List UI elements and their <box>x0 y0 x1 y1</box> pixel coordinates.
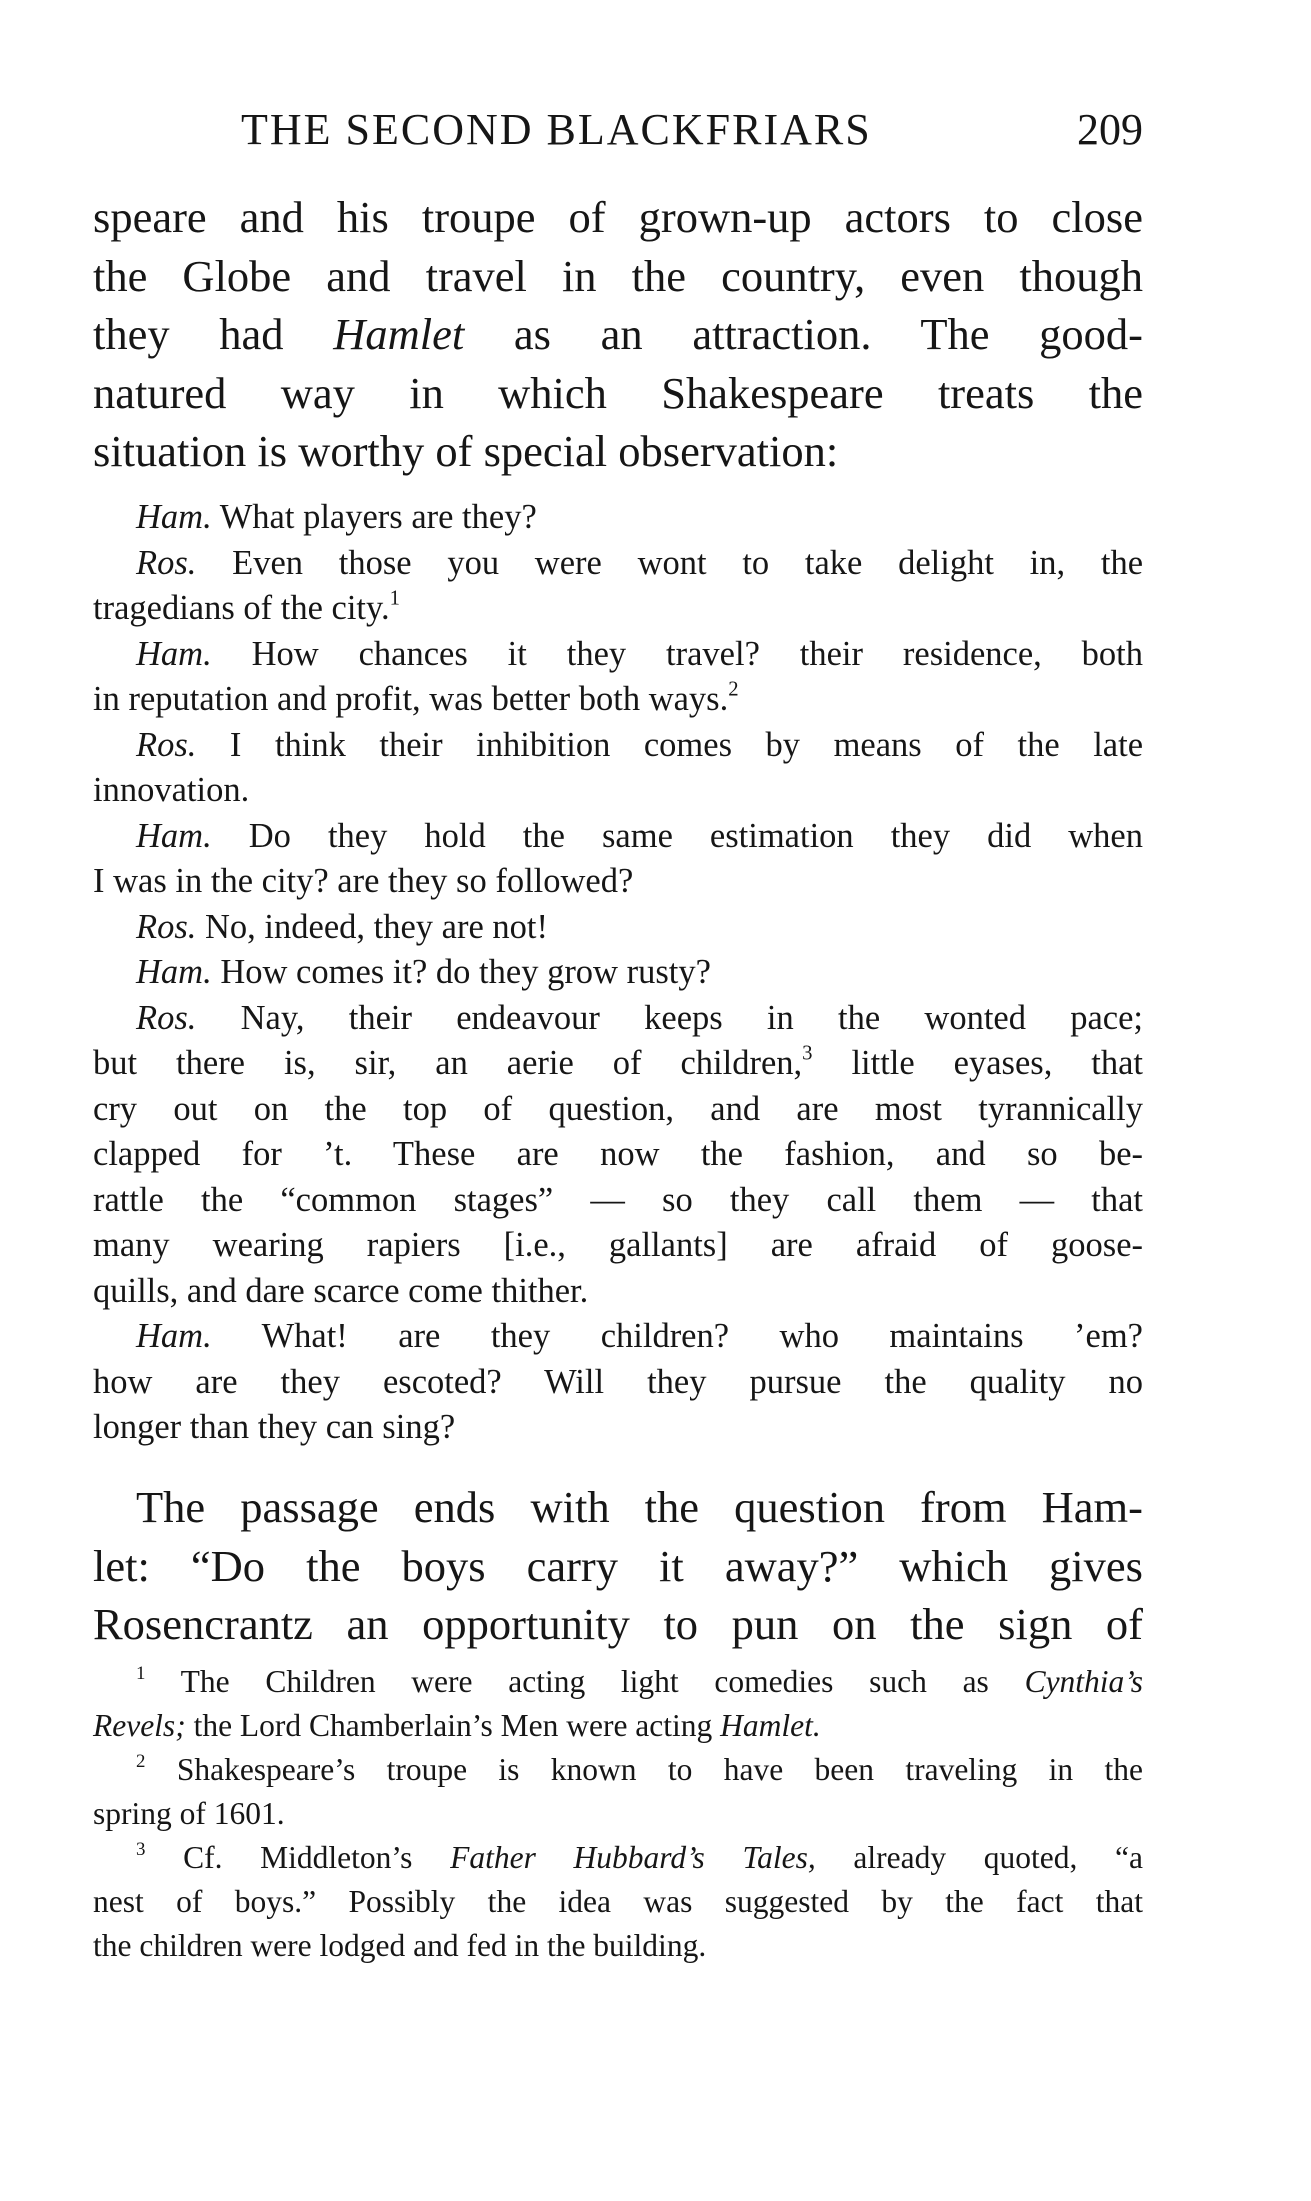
footnote-text: Shakespeare’s troupe is known to have been traveling in the <box>176 1752 1143 1787</box>
page-number: 209 <box>1077 105 1143 154</box>
speech: How chances it they travel? their residence, both <box>251 634 1144 673</box>
dialogue-line <box>93 1314 1143 1360</box>
footnote-1 <box>93 1660 1143 1704</box>
dialogue-line <box>93 950 1143 996</box>
text-line: situation is worthy of special observation: <box>93 426 839 476</box>
hamlet-quotation <box>93 495 1143 1451</box>
play-title: Hamlet <box>333 309 465 359</box>
dialogue-line <box>93 495 1143 541</box>
footnotes <box>93 1660 1143 1968</box>
closing-paragraph <box>93 1478 1143 1654</box>
footnote-text: Hamlet. <box>720 1708 821 1743</box>
footnote-text: Cynthia’s <box>1024 1664 1143 1699</box>
speaker: Ham. <box>136 1317 212 1355</box>
footnote-text: already quoted, “a <box>815 1840 1143 1875</box>
footnote-text: Cf. Middleton’s <box>183 1840 451 1875</box>
speech: How comes it? do they grow rusty? <box>220 953 711 991</box>
dialogue-line <box>93 996 1143 1042</box>
dialogue-line <box>93 905 1143 951</box>
footnote-ref: 2 <box>728 678 739 701</box>
speaker: Ham. <box>136 816 212 855</box>
dialogue-line: quills, and dare scarce come thither. <box>93 1271 589 1310</box>
dialogue-line <box>93 541 1143 587</box>
speaker: Ham. <box>136 498 212 536</box>
footnote-3 <box>93 1836 1143 1880</box>
footnote-text: the Lord Chamberlain’s Men were acting <box>185 1708 721 1743</box>
speech: Nay, their endeavour keeps in the wonted pace; <box>240 998 1143 1037</box>
footnote-2-cont: spring of 1601. <box>93 1796 285 1831</box>
dialogue-line: cry out on the top of question, and are most tyrannically <box>93 1089 1143 1128</box>
speaker: Ham. <box>136 953 212 991</box>
footnote-number: 2 <box>136 1750 146 1772</box>
footnote-text: The Children were acting light comedies such as <box>180 1664 1025 1699</box>
footnote-3-cont: the children were lodged and fed in the building. <box>93 1928 707 1963</box>
speaker: Ros. <box>136 725 197 764</box>
dialogue-line: innovation. <box>93 771 250 809</box>
speaker: Ros. <box>136 543 197 582</box>
footnote-1-cont <box>93 1704 1143 1748</box>
text-line: natured way in which Shakespeare treats the <box>93 367 1143 418</box>
speech: Do they hold the same estimation they did when <box>248 816 1143 855</box>
speech: Even those you were wont to take delight in, the <box>232 543 1144 582</box>
dialogue-line: how are they escoted? Will they pursue the quality no <box>93 1362 1143 1401</box>
text-line: the Globe and travel in the country, even though <box>93 250 1143 301</box>
speech: little eyases, that <box>812 1044 1144 1082</box>
intro-paragraph <box>93 188 1143 481</box>
text-line: Rosencrantz an opportunity to pun on the sign of <box>93 1599 1143 1649</box>
text-line <box>93 305 1143 364</box>
text-line: speare and his troupe of grown-up actors to close <box>93 192 1143 242</box>
speaker: Ros. <box>136 907 197 946</box>
text-line: let: “Do the boys carry it away?” which gives <box>93 1540 1143 1591</box>
speech: No, indeed, they are not! <box>205 907 548 946</box>
footnote-ref: 1 <box>389 587 400 610</box>
dialogue-line <box>93 814 1143 860</box>
speaker: Ros. <box>136 998 197 1037</box>
text-fragment: as an attraction. The good- <box>464 309 1144 359</box>
dialogue-line: longer than they can sing? <box>93 1408 456 1446</box>
dialogue-line <box>93 632 1143 678</box>
speech: What! are they children? who maintains ’em? <box>261 1317 1143 1355</box>
speech: in reputation and profit, was better both ways. <box>93 680 729 718</box>
footnote-ref: 3 <box>802 1042 813 1065</box>
footnote-text: Father Hubbard’s Tales, <box>450 1840 816 1875</box>
dialogue-line: clapped for ’t. These are now the fashion, and so be- <box>93 1135 1143 1173</box>
dialogue-line <box>93 1041 1143 1087</box>
speaker: Ham. <box>136 634 212 673</box>
footnote-text: Revels; <box>93 1708 186 1743</box>
dialogue-line <box>93 677 1143 723</box>
text-line: The passage ends with the question from Ham- <box>136 1482 1143 1532</box>
speech: tragedians of the city. <box>93 589 390 627</box>
dialogue-line <box>93 586 1143 632</box>
dialogue-line <box>93 723 1143 769</box>
footnote-number: 1 <box>136 1662 146 1684</box>
dialogue-line: I was in the city? are they so followed? <box>93 862 634 900</box>
footnote-2 <box>93 1748 1143 1792</box>
dialogue-line: many wearing rapiers [i.e., gallants] are afraid of goose- <box>93 1226 1143 1264</box>
speech: What players are they? <box>219 498 537 536</box>
footnote-3-cont: nest of boys.” Possibly the idea was suggested by the fact that <box>93 1884 1143 1919</box>
footnote-number: 3 <box>136 1838 146 1860</box>
speech: but there is, sir, an aerie of children, <box>93 1044 803 1082</box>
text-fragment: they had <box>93 309 334 359</box>
dialogue-line: rattle the “common stages” — so they call them — that <box>93 1180 1143 1219</box>
speech: I think their inhibition comes by means of the late <box>229 725 1144 764</box>
chapter-title: THE SECOND BLACKFRIARS <box>241 105 872 154</box>
running-head <box>241 104 1143 155</box>
